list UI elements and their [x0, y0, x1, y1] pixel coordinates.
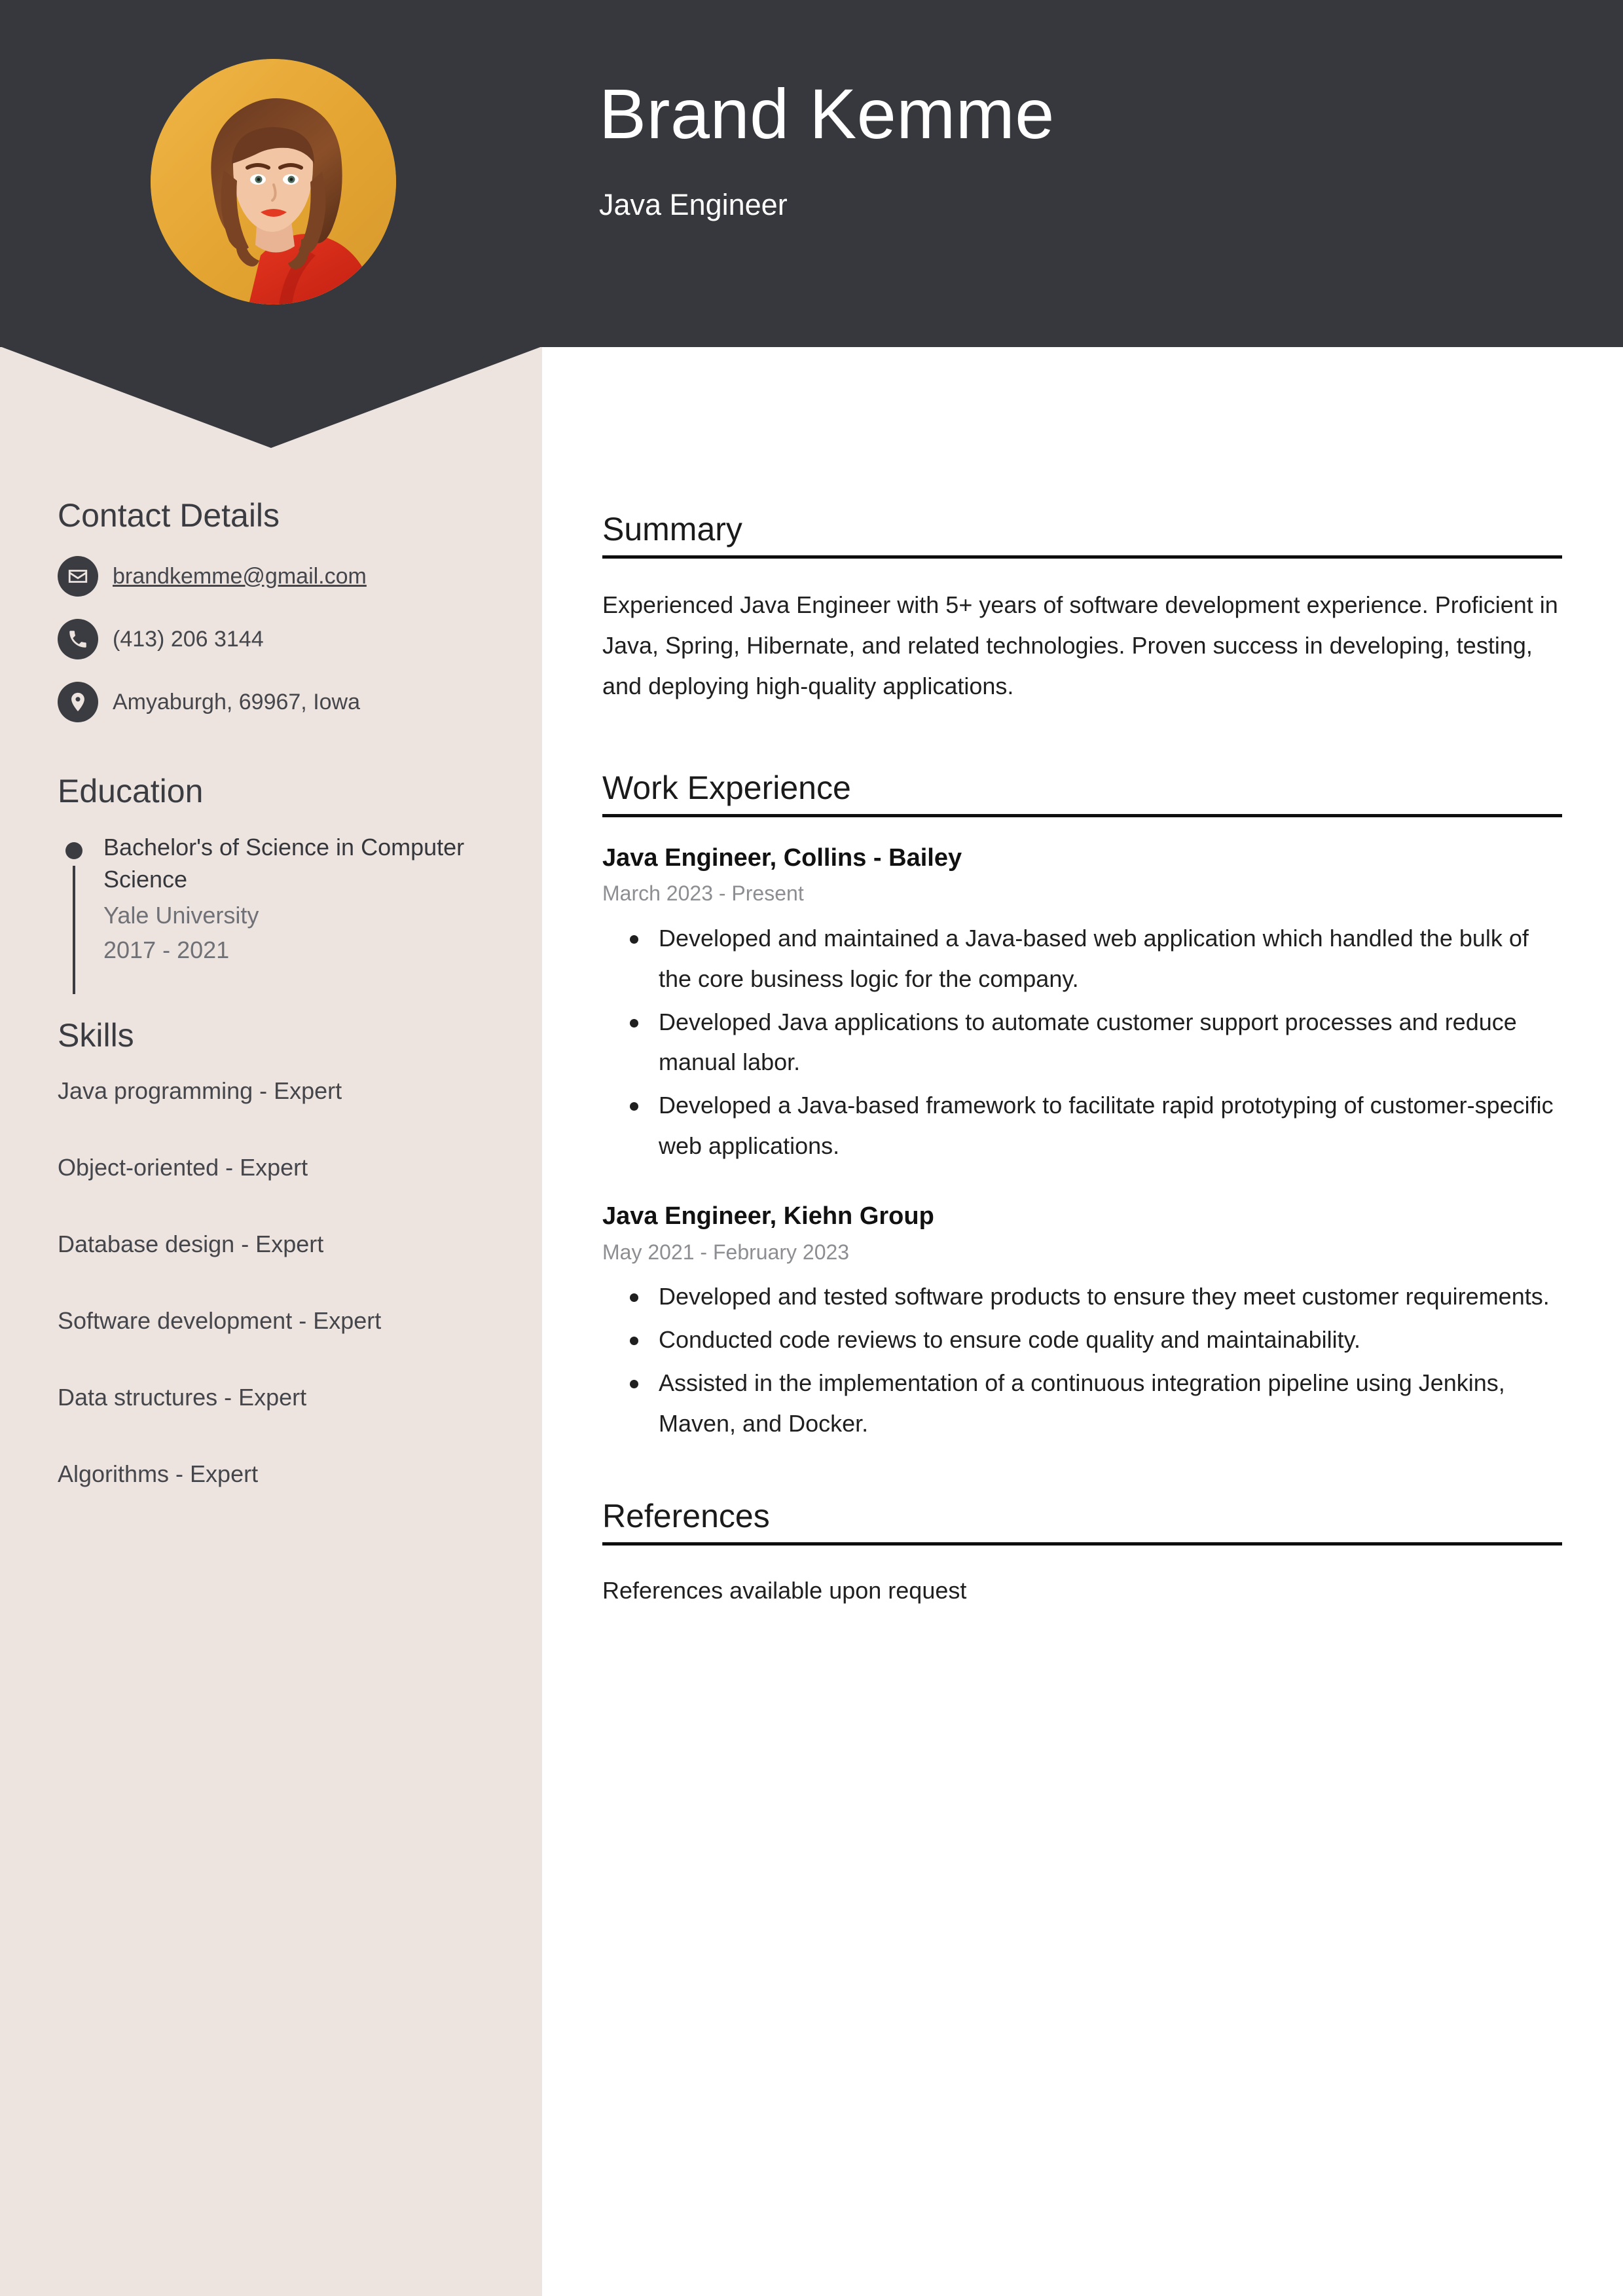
section-divider: [602, 555, 1562, 559]
work-experience-section: [602, 769, 1562, 1444]
header-text-block: [599, 74, 1581, 221]
job-bullet: Developed and tested software products to ensure they meet customer requirements.: [659, 1276, 1562, 1317]
profile-photo-illustration: [151, 59, 396, 305]
section-spacer: [602, 707, 1562, 769]
references-section: [602, 1498, 1562, 1610]
phone-icon: [58, 619, 98, 659]
skill-item: Database design - Expert: [58, 1230, 324, 1257]
skill-item: Object-oriented - Expert: [58, 1153, 308, 1181]
location-pin-icon: [58, 682, 98, 722]
education-degree: Bachelor's of Science in Computer Science: [103, 834, 465, 893]
job-title-subtitle: Java Engineer: [599, 188, 788, 221]
job-entry: [602, 1202, 1562, 1444]
education-school: Yale University: [103, 901, 259, 929]
summary-heading: Summary: [602, 511, 742, 547]
education-item: [58, 832, 490, 967]
job-bullet-list: [602, 918, 1562, 1166]
job-entry: [602, 843, 1562, 1166]
skills-list: [58, 1076, 490, 1489]
education-list: [58, 832, 490, 967]
section-divider: [602, 1542, 1562, 1546]
main-content: [602, 511, 1562, 1609]
contact-location-value: Amyaburgh, 69967, Iowa: [113, 689, 361, 714]
job-dates: May 2021 - February 2023: [602, 1240, 850, 1264]
contact-row-email[interactable]: [58, 556, 490, 597]
timeline-line: [73, 866, 75, 994]
skill-item: Algorithms - Expert: [58, 1460, 259, 1487]
job-title: Java Engineer, Kiehn Group: [602, 1202, 934, 1231]
timeline-dot-icon: [65, 842, 82, 859]
page-title: Brand Kemme: [599, 74, 1055, 153]
job-bullet: Developed and maintained a Java-based web application which handled the bulk of the core business logic for the company.: [659, 918, 1562, 999]
section-divider: [602, 814, 1562, 817]
job-bullet: Developed a Java-based framework to facilitate rapid prototyping of customer-specific web applications.: [659, 1085, 1562, 1166]
envelope-icon: [58, 556, 98, 597]
job-bullet-list: [602, 1276, 1562, 1444]
section-spacer: [602, 1447, 1562, 1498]
contact-details-heading: Contact Details: [58, 497, 280, 534]
contact-email-value[interactable]: brandkemme@gmail.com: [113, 563, 367, 589]
summary-section: [602, 511, 1562, 707]
job-dates: March 2023 - Present: [602, 881, 804, 906]
job-bullet: Developed Java applications to automate customer support processes and reduce manual labor.: [659, 1002, 1562, 1083]
contact-row-phone[interactable]: [58, 619, 490, 659]
skill-item: Java programming - Expert: [58, 1077, 342, 1104]
sidebar-content: [58, 498, 490, 1489]
job-bullet: Assisted in the implementation of a continuous integration pipeline using Jenkins, Maven, and Docker.: [659, 1363, 1562, 1444]
education-heading: Education: [58, 773, 204, 809]
references-text: References available upon request: [602, 1576, 967, 1604]
references-heading: References: [602, 1497, 770, 1534]
work-experience-heading: Work Experience: [602, 769, 851, 806]
skill-item: Data structures - Expert: [58, 1383, 307, 1411]
skill-item: Software development - Expert: [58, 1306, 382, 1334]
job-title: Java Engineer, Collins - Bailey: [602, 843, 962, 872]
skills-heading: Skills: [58, 1016, 134, 1054]
contact-row-location: [58, 682, 490, 722]
summary-text: Experienced Java Engineer with 5+ years of software development experience. Proficient in Java, Spring, Hibernate, and related technologies. Proven success in developing, testing, and deploying high-quality applications.: [602, 591, 1558, 699]
job-bullet: Conducted code reviews to ensure code quality and maintainability.: [659, 1320, 1562, 1360]
education-dates: 2017 - 2021: [103, 936, 230, 963]
contact-phone-value: (413) 206 3144: [113, 626, 264, 652]
avatar: [151, 59, 396, 305]
